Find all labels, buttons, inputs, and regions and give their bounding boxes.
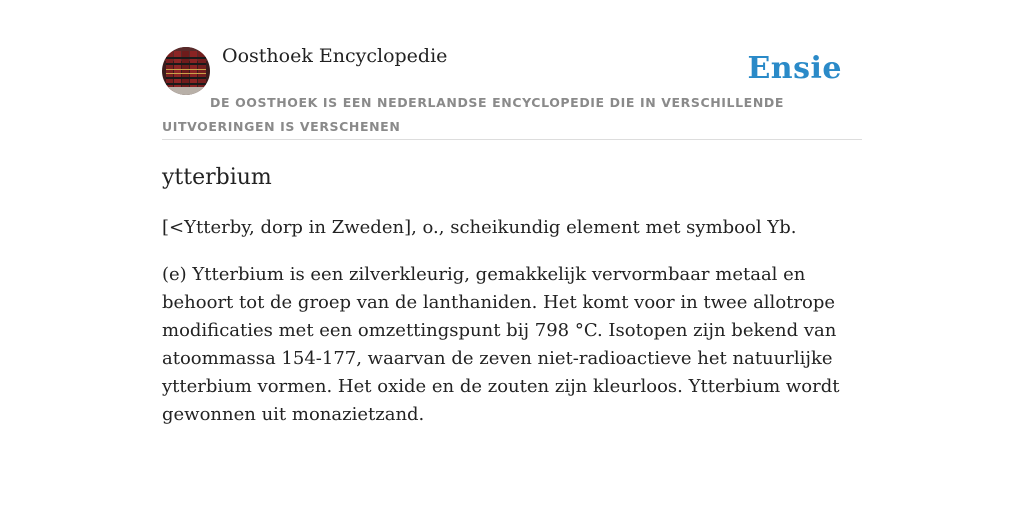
source-title[interactable]: Oosthoek Encyclopedie bbox=[222, 45, 448, 67]
article-title: ytterbium bbox=[162, 165, 272, 190]
header bbox=[162, 0, 862, 140]
source-tagline: DE OOSTHOEK IS EEN NEDERLANDSE ENCYCLOPEDIE DIE IN VERSCHILLENDE UITVOERINGEN IS VERSCHENEN bbox=[162, 95, 784, 134]
brand-logo[interactable]: Ensie bbox=[747, 51, 842, 86]
article bbox=[162, 162, 862, 429]
book-spines-icon bbox=[162, 47, 210, 95]
source-avatar[interactable] bbox=[162, 47, 210, 95]
header-divider bbox=[162, 139, 862, 140]
article-body: (e) Ytterbium is een zilverkleurig, gemakkelijk vervormbaar metaal en behoort tot de groep van de lanthaniden. Het komt voor in twee allotrope modificaties met een omzettingspunt bij 798 °C. Isotopen zijn bekend van atoommassa 154-177, waarvan de zeven niet-radioactieve het natuurlijke ytterbium vormen. Het oxide en de zouten zijn kleurloos. Ytterbium wordt gewonnen uit monazietzand. bbox=[162, 264, 840, 425]
article-etymology: [<Ytterby, dorp in Zweden], o., scheikundig element met symbool Yb. bbox=[162, 217, 797, 238]
